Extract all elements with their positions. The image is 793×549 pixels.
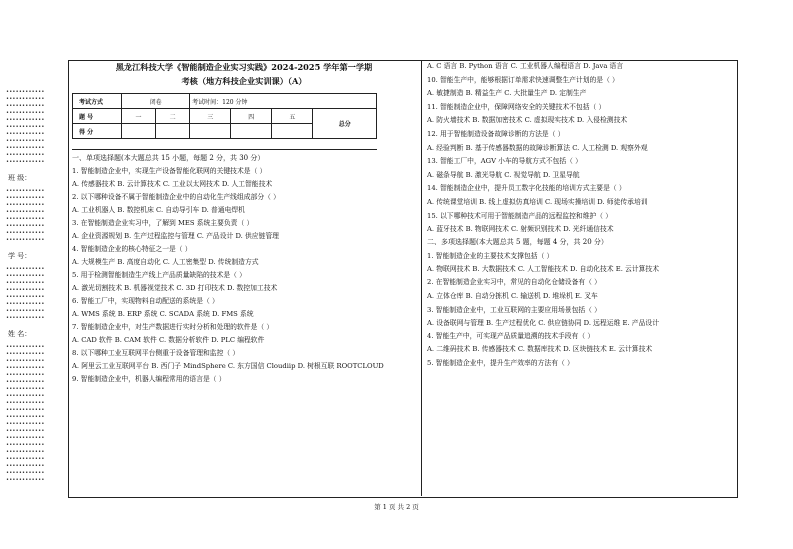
exam-title-line2: 考核（地方科技企业实训课）（A） [181,76,307,86]
option-line: A. WMS 系统 B. ERP 系统 C. SCADA 系统 D. FMS 系统 [72,310,254,318]
question-line: 4. 智能生产中，可实现产品质量追溯的技术手段有（ ） [427,332,595,341]
col-5: 五 [272,109,313,124]
score-cell-2 [156,124,190,139]
binding-dots-mid2: •••••••••••• •••••••••••• •••••••••••• •••••••••••• •••••••••••• •••••••••••• •••••••••••• •••••••••••• [6,266,45,321]
question-line: 1. 智能制造企业的主要技术支撑包括（ ） [427,251,554,260]
option-line-wrapped: A. 物联网技术 B. 大数据技术 C. 人工智能技术 D. 自动化技术 E. 云计算技术 [427,264,659,273]
question-line: 3. 智能制造企业中，工业互联网的主要应用场景包括（ ） [427,305,601,314]
binding-dots-bottom: •••••••••••• •••••••••••• •••••••••••• •••••••••••• •••••••••••• •••••••••••• •••••••••••• •••••••••••• •••••••••••• •••••••••••• •••••••••••• •••••••••••• •••••••••••• •••••••••••• •••••••••••• •••••••••••• •••••••••••• •••••••••••• •••••••••••• •••••••••••• [6,344,45,483]
question-no-label: 题 号 [73,109,122,124]
question-line: 2. 以下哪种设备不属于智能制造企业中的自动化生产线组成部分（ ） [72,193,280,201]
option-line: A. 工业机器人 B. 数控机床 C. 自动导引车 D. 普通电焊机 [72,206,245,214]
name-label: 姓 名： [8,330,32,338]
option-line: A. C 语言 B. Python 语言 C. 工业机器人编程语言 D. Java 语言 [427,62,624,70]
exam-method-label: 考试方式 [73,94,122,109]
page-number: 第 1 页 共 2 页 [374,503,419,511]
exam-time: 考试时间：120 分钟 [190,94,377,109]
score-cell-3 [190,124,231,139]
option-line: A. 企业资源规划 B. 生产过程监控与管理 C. 产品设计 D. 供应链管理 [72,232,279,240]
option-line: A. 大规模生产 B. 高度自动化 C. 人工密集型 D. 传统制造方式 [72,258,259,266]
class-label: 班 级： [8,174,32,182]
question-line: 2. 在智能制造企业实习中，常见的自动化仓储设备有（ ） [427,278,601,287]
option-line: A. 激光切割技术 B. 机器视觉技术 C. 3D 打印技术 D. 数控加工技术 [72,284,278,292]
question-line: 5. 智能制造企业中，提升生产效率的方法有（ ） [427,358,574,367]
question-number-row [73,109,377,124]
option-line: A. 磁条导航 B. 激光导航 C. 视觉导航 D. 卫星导航 [427,170,580,179]
question-line: 7. 智能制造企业中，对生产数据进行实时分析和处理的软件是（ ） [72,323,274,331]
option-line: A. 经验判断 B. 基于传感器数据的故障诊断算法 C. 人工检测 D. 观察外观 [427,143,648,152]
question-line: 3. 在智能制造企业实习中，了解到 MES 系统主要负责（ ） [72,219,254,227]
exam-method-row [73,94,377,109]
question-line: 6. 智能工厂中，实现物料自动配送的系统是（ ） [72,297,219,305]
question-line: 15. 以下哪种技术可用于智能制造产品的远程监控和维护（ ） [427,211,613,220]
exam-title-line1: 黑龙江科技大学《智能制造企业实习实践》2024-2025 学年第一学期 [115,62,373,72]
student-id-label: 学 号： [8,252,32,260]
section-1-heading: 一、单项选择题(本大题总共 15 小题，每题 2 分，共 30 分） [72,154,265,162]
total-score-label: 总分 [313,109,377,139]
header-separator [72,149,377,150]
column-divider [421,60,422,496]
option-line: A. 蓝牙技术 B. 物联网技术 C. 射频识别技术 D. 光纤通信技术 [427,225,614,234]
binding-strip [6,90,60,485]
option-line: A. 立体仓库 B. 自动分拣机 C. 输送机 D. 堆垛机 E. 叉车 [427,291,598,300]
question-line: 4. 智能制造企业的核心特征之一是（ ） [72,245,192,253]
col-1: 一 [122,109,156,124]
option-line: A. 传统课堂培训 B. 线上虚拟仿真培训 C. 现场实操培训 D. 师徒传承培训 [427,197,648,206]
option-line-wrapped: A. 阿里云工业互联网平台 B. 西门子 MindSphere C. 东方国信 Cloudiip D. 树根互联 ROOTCLOUD [72,362,384,370]
col-4: 四 [231,109,272,124]
score-table [72,93,377,139]
question-line: 1. 智能制造企业中，实现生产设备智能化联网的关键技术是（ ） [72,167,267,175]
section-2-heading: 二、多项选择题(本大题总共 5 题，每题 4 分，共 20 分） [427,238,608,247]
option-line-wrapped: A. 设备联网与管理 B. 生产过程优化 C. 供应链协同 D. 远程运维 E. 产品设计 [427,318,659,327]
binding-dots-mid1: •••••••••••• •••••••••••• •••••••••••• •••••••••••• •••••••••••• •••••••••••• •••••••••••• •••••••••••• [6,188,45,243]
right-column [427,62,733,368]
col-3: 三 [190,109,231,124]
col-2: 二 [156,109,190,124]
score-cell-5 [272,124,313,139]
exam-method-value: 闭卷 [122,94,190,109]
score-label: 得 分 [73,124,122,139]
option-line: A. 防火墙技术 B. 数据加密技术 C. 虚拟现实技术 D. 入侵检测技术 [427,116,628,125]
binding-dots-top: •••••••••••• •••••••••••• •••••••••••• •••••••••••• •••••••••••• •••••••••••• •••••••••••• •••••••••••• •••••••••••• •••••••••••• •••••••••••• [6,89,45,165]
score-cell-4 [231,124,272,139]
question-line: 8. 以下哪种工业互联网平台侧重于设备管理和监控（ ） [72,349,240,357]
question-line: 13. 智能工厂中，AGV 小车的导航方式不包括（ ） [427,157,582,166]
question-line: 9. 智能制造企业中，机器人编程常用的语言是（ ） [72,375,226,383]
question-line: 11. 智能制造企业中，保障网络安全的关键技术不包括（ ） [427,102,606,111]
option-line: A. 敏捷制造 B. 精益生产 C. 大批量生产 D. 定制生产 [427,89,587,98]
question-line: 14. 智能制造企业中，提升员工数字化技能的培训方式主要是（ ） [427,184,626,193]
option-line-wrapped: A. 二维码技术 B. 传感器技术 C. 数据库技术 D. 区块链技术 E. 云计算技术 [427,345,653,354]
question-line: 12. 用于智能制造设备故障诊断的方法是（ ） [427,129,565,138]
left-column [72,62,416,384]
question-line: 5. 用于检测智能制造生产线上产品质量缺陷的技术是（ ） [72,271,246,279]
option-line: A. 传感器技术 B. 云计算技术 C. 工业以太网技术 D. 人工智能技术 [72,180,273,188]
question-line: 10. 智能生产中，能够根据订单需求快速调整生产计划的是（ ） [427,75,619,84]
score-cell-1 [122,124,156,139]
option-line: A. CAD 软件 B. CAM 软件 C. 数据分析软件 D. PLC 编程软件 [72,336,265,344]
